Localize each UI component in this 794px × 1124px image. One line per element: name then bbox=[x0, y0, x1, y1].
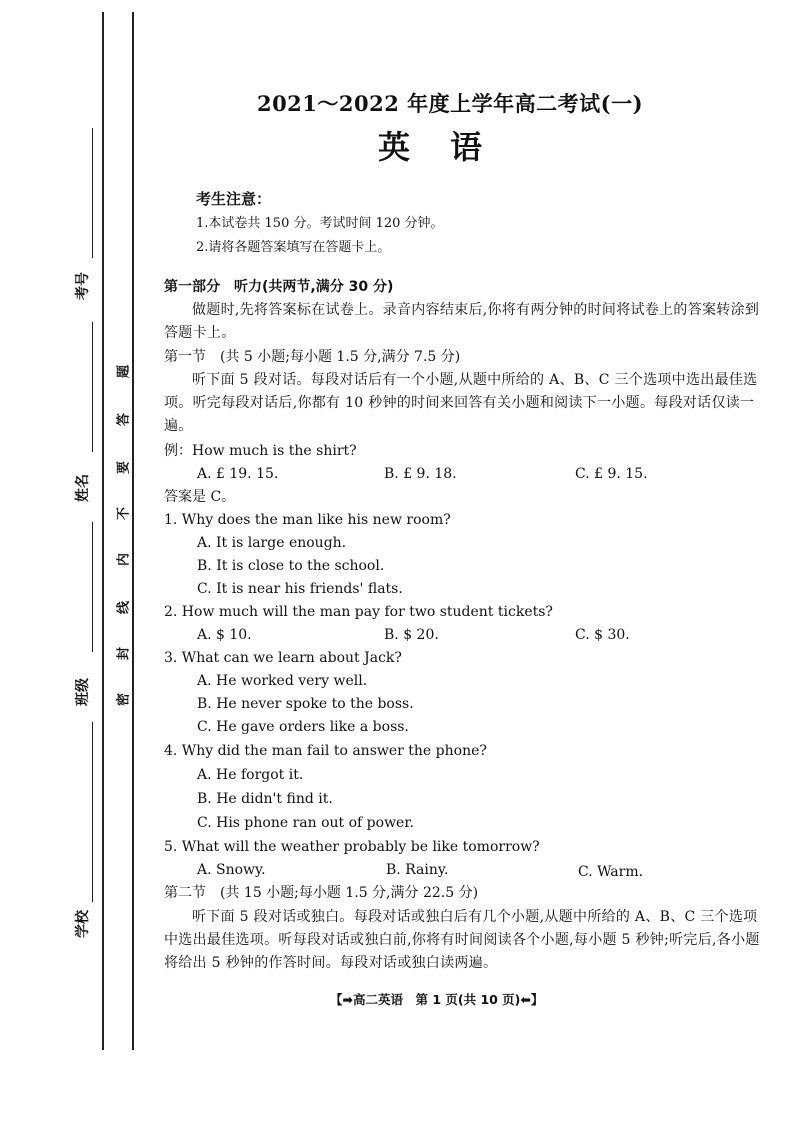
seal-char: 答 bbox=[116, 413, 132, 427]
notice-item: 1.本试卷共 150 分。考试时间 120 分钟。 bbox=[196, 216, 444, 231]
exam-no-label: 考号 bbox=[75, 272, 91, 300]
section1-heading: 第一节 (共 5 小题;每小题 1.5 分,满分 7.5 分) bbox=[164, 349, 461, 365]
seal-char: 密 bbox=[116, 693, 132, 707]
question: 4. Why did the man fail to answer the phone? bbox=[164, 743, 487, 759]
example-question: 例：How much is the shirt? bbox=[164, 443, 357, 459]
option: C. It is near his friends' flats. bbox=[197, 581, 403, 597]
part1-intro: 做题时,先将答案标在试卷上。录音内容结束后,你将有两分钟的时间将试卷上的答案转涂到答题卡上。 bbox=[164, 302, 760, 341]
seal-char: 封 bbox=[116, 647, 132, 661]
option: B. $ 20. bbox=[384, 627, 439, 643]
binding-line-left bbox=[102, 12, 104, 1050]
question: 3. What can we learn about Jack? bbox=[164, 650, 402, 666]
option: A. Snowy. bbox=[197, 862, 266, 878]
option: C. His phone ran out of power. bbox=[197, 815, 414, 831]
example-option: B. £ 9. 18. bbox=[384, 466, 457, 482]
example-option: A. £ 19. 15. bbox=[197, 466, 279, 482]
notice-item: 2.请将各题答案填写在答题卡上。 bbox=[196, 240, 391, 255]
exam-no-blank bbox=[92, 128, 93, 258]
section2-heading: 第二节 (共 15 小题;每小题 1.5 分,满分 22.5 分) bbox=[164, 885, 479, 901]
page-footer: 【➡高二英语 第 1 页(共 10 页)⬅】 bbox=[330, 992, 544, 1007]
option: A. He worked very well. bbox=[197, 673, 368, 689]
option: C. Warm. bbox=[578, 864, 644, 880]
exam-title: 2021～2022 年度上学年高二考试(一) bbox=[256, 91, 644, 116]
option: A. $ 10. bbox=[197, 627, 252, 643]
school-blank bbox=[92, 722, 93, 902]
option: A. It is large enough. bbox=[197, 535, 347, 551]
option: A. He forgot it. bbox=[197, 767, 304, 783]
name-label: 姓名 bbox=[75, 474, 91, 502]
section2-instructions: 听下面 5 段对话或独白。每段对话或独白后有几个小题,从题中所给的 A、B、C 三个选项中选出最佳选项。听每段对话或独白前,你将有时间阅读各个小题,每小题 5 秒钟;听完后,各小题将给出 5 秒钟的作答时间。每段对话或独白读两遍。 bbox=[164, 909, 760, 971]
part1-heading: 第一部分 听力(共两节,满分 30 分) bbox=[164, 279, 394, 295]
seal-char: 内 bbox=[116, 553, 132, 567]
option: B. He never spoke to the boss. bbox=[197, 696, 414, 712]
name-blank bbox=[92, 322, 93, 452]
option: B. It is close to the school. bbox=[197, 558, 385, 574]
option: C. He gave orders like a boss. bbox=[197, 719, 409, 735]
class-blank bbox=[92, 522, 93, 652]
example-answer: 答案是 C。 bbox=[164, 489, 236, 505]
example-option: C. £ 9. 15. bbox=[575, 466, 648, 482]
school-label: 学校 bbox=[75, 910, 91, 938]
question: 1. Why does the man like his new room? bbox=[164, 512, 451, 528]
question: 2. How much will the man pay for two student tickets? bbox=[164, 604, 553, 620]
question: 5. What will the weather probably be like tomorrow? bbox=[164, 839, 540, 855]
seal-char: 线 bbox=[116, 601, 132, 615]
option: B. He didn't find it. bbox=[197, 791, 333, 807]
section1-instructions: 听下面 5 段对话。每段对话后有一个小题,从题中所给的 A、B、C 三个选项中选出最佳选项。听完每段对话后,你都有 10 秒钟的时间来回答有关小题和阅读下一小题。每段对话仅读一遍。 bbox=[164, 372, 758, 434]
subject-title: 英语 bbox=[377, 128, 522, 166]
binding-line-right bbox=[132, 12, 134, 1050]
seal-char: 不 bbox=[116, 507, 132, 521]
seal-char: 要 bbox=[116, 461, 132, 475]
seal-char: 题 bbox=[116, 365, 132, 379]
option: C. $ 30. bbox=[575, 627, 630, 643]
class-label: 班级 bbox=[75, 678, 91, 706]
option: B. Rainy. bbox=[386, 862, 449, 878]
notice-heading: 考生注意： bbox=[196, 190, 272, 208]
